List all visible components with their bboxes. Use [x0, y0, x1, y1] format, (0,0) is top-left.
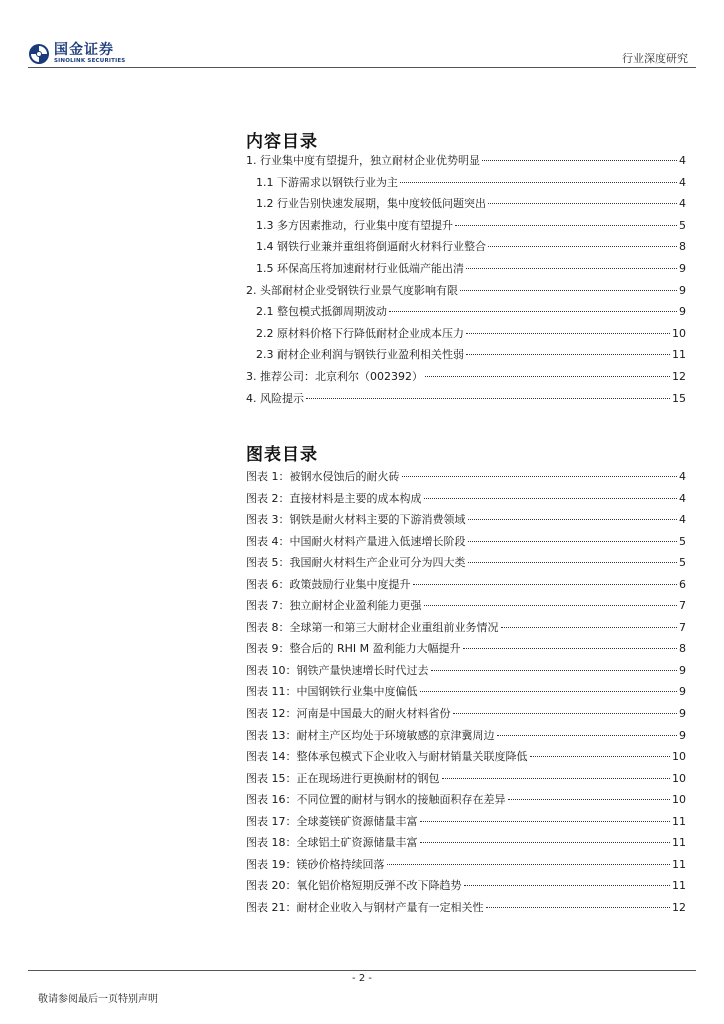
- figure-entry-page: 10: [672, 771, 686, 785]
- figure-entry-page: 11: [672, 836, 686, 850]
- figure-entry-label: 图表 17：全球菱镁矿资源储量丰富: [246, 814, 418, 828]
- dot-leader: [497, 735, 678, 736]
- figure-entry-page: 9: [679, 663, 686, 677]
- figure-entry[interactable]: [246, 791, 686, 813]
- figure-entry-label: 图表 6：政策鼓励行业集中度提升: [246, 577, 411, 591]
- dot-leader: [468, 519, 678, 520]
- figure-entry-page: 6: [679, 577, 686, 591]
- sinolink-logo-icon: [28, 43, 50, 65]
- toc-entry-page: 9: [679, 261, 686, 275]
- toc-entry[interactable]: [246, 282, 686, 304]
- figure-entry[interactable]: [246, 533, 686, 555]
- dot-leader: [482, 160, 677, 161]
- figure-entry-label: 图表 18：全球铝土矿资源储量丰富: [246, 836, 418, 850]
- figure-entry[interactable]: [246, 468, 686, 490]
- figure-entry[interactable]: [246, 813, 686, 835]
- page-header: [0, 0, 724, 70]
- toc-entry-page: 11: [672, 348, 686, 362]
- figure-entry-page: 7: [679, 599, 686, 613]
- dot-leader: [466, 268, 677, 269]
- figure-entry[interactable]: [246, 748, 686, 770]
- figure-entry-label: 图表 2：直接材料是主要的成本构成: [246, 491, 422, 505]
- toc-entry-label: 1.3 多方因素推动，行业集中度有望提升: [256, 218, 453, 232]
- toc-entry-page: 9: [679, 305, 686, 319]
- figure-entry-page: 4: [679, 470, 686, 483]
- dot-leader: [424, 605, 678, 606]
- toc-entry[interactable]: [246, 174, 686, 196]
- figure-entry[interactable]: [246, 576, 686, 598]
- figure-entry[interactable]: [246, 597, 686, 619]
- dot-leader: [463, 648, 677, 649]
- figure-entry-label: 图表 4：中国耐火材料产量进入低速增长阶段: [246, 534, 466, 548]
- toc-entry[interactable]: [246, 346, 686, 368]
- toc-entry-label: 1.4 钢铁行业兼并重组将倒逼耐火材料行业整合: [256, 240, 486, 254]
- toc-entry-label: 4. 风险提示: [246, 391, 304, 405]
- figure-entry[interactable]: [246, 683, 686, 705]
- toc-entry[interactable]: [246, 390, 686, 412]
- dot-leader: [466, 354, 670, 355]
- figure-entry-page: 8: [679, 642, 686, 656]
- dot-leader: [442, 778, 671, 779]
- dot-leader: [420, 691, 678, 692]
- dot-leader: [387, 864, 671, 865]
- figure-entry-page: 5: [679, 534, 686, 548]
- dot-leader: [306, 398, 670, 399]
- dot-leader: [508, 799, 671, 800]
- dot-leader: [453, 713, 678, 714]
- figure-entry-label: 图表 8：全球第一和第三大耐材企业重组前业务情况: [246, 620, 499, 634]
- dot-leader: [488, 246, 677, 247]
- table-of-contents: [246, 152, 686, 411]
- figure-entry-page: 9: [679, 707, 686, 721]
- dot-leader: [460, 290, 677, 291]
- toc-entry[interactable]: [246, 195, 686, 217]
- figure-entry-label: 图表 9：整合后的 RHI M 盈利能力大幅提升: [246, 642, 461, 656]
- toc-entry-page: 5: [679, 218, 686, 232]
- toc-entry-label: 1.5 环保高压将加速耐材行业低端产能出清: [256, 261, 464, 275]
- toc-entry-page: 10: [672, 326, 686, 340]
- toc-entry-label: 1.2 行业告别快速发展期，集中度较低问题突出: [256, 197, 486, 211]
- logo-english-name: SINOLINK SECURITIES: [54, 58, 126, 64]
- dot-leader: [530, 756, 671, 757]
- dot-leader: [400, 182, 677, 183]
- figure-entry-label: 图表 7：独立耐材企业盈利能力更强: [246, 599, 422, 613]
- figure-entry-page: 10: [672, 750, 686, 764]
- figure-entry-label: 图表 20：氧化铝价格短期反弹不改下降趋势: [246, 879, 462, 893]
- figure-entry-page: 10: [672, 793, 686, 807]
- header-divider: [28, 67, 696, 68]
- figure-entry-label: 图表 16：不同位置的耐材与钢水的接触面积存在差异: [246, 793, 506, 807]
- figure-entry[interactable]: [246, 554, 686, 576]
- dot-leader: [420, 821, 671, 822]
- logo-chinese-name: 国金证券: [54, 42, 114, 58]
- page-number: - 2 -: [352, 973, 372, 984]
- toc-entry-page: 8: [679, 240, 686, 254]
- figure-entry-page: 9: [679, 685, 686, 699]
- figure-entry-label: 图表 21：耐材企业收入与钢材产量有一定相关性: [246, 900, 484, 914]
- figure-entry-page: 11: [672, 814, 686, 828]
- toc-entry-label: 2.1 整包模式抵御周期波动: [256, 305, 387, 319]
- figure-entry-label: 图表 12：河南是中国最大的耐火材料省份: [246, 707, 451, 721]
- toc-entry[interactable]: [246, 217, 686, 239]
- dot-leader: [501, 627, 678, 628]
- toc-entry-page: 15: [672, 391, 686, 405]
- figure-entry-label: 图表 1：被钢水侵蚀后的耐火砖: [246, 470, 400, 483]
- toc-entry[interactable]: [246, 260, 686, 282]
- toc-entry-page: 9: [679, 283, 686, 297]
- sinolink-logo: [28, 40, 125, 68]
- toc-entry[interactable]: [246, 303, 686, 325]
- toc-entry-page: 4: [679, 175, 686, 189]
- figure-entry-label: 图表 10：钢铁产量快速增长时代过去: [246, 663, 429, 677]
- figure-entry-page: 11: [672, 857, 686, 871]
- toc-entry[interactable]: [246, 238, 686, 260]
- toc-entry-label: 1. 行业集中度有望提升，独立耐材企业优势明显: [246, 154, 480, 167]
- footer-divider: [28, 970, 696, 971]
- toc-entry-page: 12: [672, 369, 686, 383]
- report-type-label: 行业深度研究: [622, 52, 688, 65]
- figure-entry[interactable]: [246, 899, 686, 921]
- dot-leader: [402, 476, 678, 477]
- figure-entry-label: 图表 5：我国耐火材料生产企业可分为四大类: [246, 556, 466, 570]
- toc-entry-page: 4: [679, 154, 686, 167]
- figure-entry-page: 9: [679, 728, 686, 742]
- figure-entry-page: 4: [679, 513, 686, 527]
- dot-leader: [424, 498, 678, 499]
- figure-entry[interactable]: [246, 705, 686, 727]
- toc-entry-page: 4: [679, 197, 686, 211]
- figure-entry[interactable]: [246, 877, 686, 899]
- figure-entry-page: 7: [679, 620, 686, 634]
- toc-entry-label: 2.3 耐材企业利润与钢铁行业盈利相关性弱: [256, 348, 464, 362]
- dot-leader: [431, 670, 678, 671]
- figure-entry-page: 12: [672, 900, 686, 914]
- figure-entry-page: 11: [672, 879, 686, 893]
- toc-entry-label: 2.2 原材料价格下行降低耐材企业成本压力: [256, 326, 464, 340]
- figure-entry-label: 图表 14：整体承包模式下企业收入与耐材销量关联度降低: [246, 750, 528, 764]
- toc-entry[interactable]: [246, 152, 686, 174]
- dot-leader: [420, 842, 671, 843]
- figure-entry[interactable]: [246, 619, 686, 641]
- figure-entry[interactable]: [246, 770, 686, 792]
- toc-entry-label: 2. 头部耐材企业受钢铁行业景气度影响有限: [246, 283, 458, 297]
- figure-entry[interactable]: [246, 856, 686, 878]
- dot-leader: [389, 311, 677, 312]
- disclaimer-note: 敬请参阅最后一页特别声明: [38, 994, 158, 1005]
- dot-leader: [466, 333, 670, 334]
- dot-leader: [455, 225, 677, 226]
- figure-entry[interactable]: [246, 834, 686, 856]
- figure-list: [246, 468, 686, 920]
- figure-entry-page: 4: [679, 491, 686, 505]
- figure-entry[interactable]: [246, 490, 686, 512]
- dot-leader: [488, 203, 677, 204]
- dot-leader: [464, 885, 671, 886]
- toc-title: 内容目录: [246, 132, 318, 152]
- dot-leader: [413, 584, 678, 585]
- figure-entry-label: 图表 13：耐材主产区均处于环境敏感的京津冀周边: [246, 728, 495, 742]
- toc-entry[interactable]: [246, 368, 686, 390]
- figure-entry-label: 图表 19：镁砂价格持续回落: [246, 857, 385, 871]
- figure-entry-label: 图表 15：正在现场进行更换耐材的钢包: [246, 771, 440, 785]
- figure-list-title: 图表目录: [246, 445, 318, 465]
- figure-entry[interactable]: [246, 727, 686, 749]
- figure-entry[interactable]: [246, 662, 686, 684]
- toc-entry-label: 3. 推荐公司：北京利尔（002392）: [246, 369, 423, 383]
- dot-leader: [425, 376, 670, 377]
- toc-entry[interactable]: [246, 325, 686, 347]
- figure-entry[interactable]: [246, 640, 686, 662]
- dot-leader: [468, 562, 678, 563]
- toc-entry-label: 1.1 下游需求以钢铁行业为主: [256, 175, 398, 189]
- figure-entry-label: 图表 11：中国钢铁行业集中度偏低: [246, 685, 418, 699]
- figure-entry[interactable]: [246, 511, 686, 533]
- figure-entry-label: 图表 3：钢铁是耐火材料主要的下游消费领域: [246, 513, 466, 527]
- figure-entry-page: 5: [679, 556, 686, 570]
- dot-leader: [486, 907, 671, 908]
- dot-leader: [468, 541, 678, 542]
